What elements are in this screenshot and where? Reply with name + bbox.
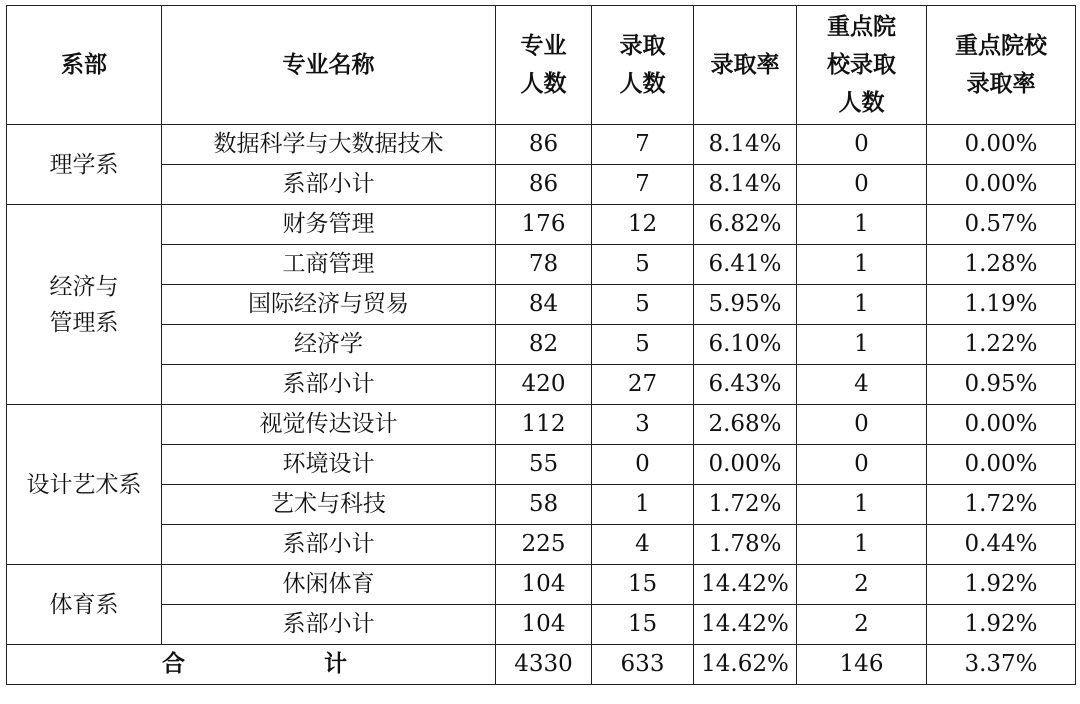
table-row — [7, 445, 1076, 485]
cell-count: 104 — [496, 565, 592, 605]
cell-key-rate: 0.00% — [927, 445, 1076, 485]
cell-key-rate: 1.72% — [927, 485, 1076, 525]
total-label — [7, 651, 495, 679]
dept-name-cell — [7, 125, 162, 205]
cell-rate: 6.43% — [694, 365, 797, 405]
cell-key-rate: 1.92% — [927, 565, 1076, 605]
cell-count: 86 — [496, 165, 592, 205]
cell-key-admitted: 1 — [797, 205, 927, 245]
table-row — [7, 365, 1076, 405]
header-key-rate-line: 录取率 — [966, 71, 1036, 97]
cell-major: 休闲体育 — [162, 565, 496, 605]
header-major: 专业名称 — [162, 6, 496, 125]
cell-count: 55 — [496, 445, 592, 485]
cell-count: 112 — [496, 405, 592, 445]
cell-rate: 6.82% — [694, 205, 797, 245]
header-dept: 系部 — [7, 6, 162, 125]
dept-name-cell — [7, 205, 162, 405]
cell-rate: 14.42% — [694, 605, 797, 645]
cell-major: 工商管理 — [162, 245, 496, 285]
total-key-rate: 3.37% — [927, 645, 1076, 685]
cell-key-rate: 0.95% — [927, 365, 1076, 405]
cell-rate: 0.00% — [694, 445, 797, 485]
cell-admitted: 15 — [592, 565, 694, 605]
admission-table-container — [6, 5, 1076, 685]
table-row — [7, 245, 1076, 285]
table-row — [7, 485, 1076, 525]
header-key-admitted-line: 人数 — [838, 90, 885, 116]
cell-admitted: 5 — [592, 325, 694, 365]
cell-key-admitted: 0 — [797, 405, 927, 445]
header-admitted-line: 录取 — [619, 33, 666, 59]
cell-count: 104 — [496, 605, 592, 645]
header-rate: 录取率 — [694, 6, 797, 125]
dept-name-line: 体育系 — [49, 591, 119, 618]
header-row — [7, 6, 1076, 125]
cell-admitted: 12 — [592, 205, 694, 245]
cell-rate: 2.68% — [694, 405, 797, 445]
cell-major: 国际经济与贸易 — [162, 285, 496, 325]
cell-admitted: 15 — [592, 605, 694, 645]
cell-major: 系部小计 — [162, 525, 496, 565]
cell-rate: 1.72% — [694, 485, 797, 525]
cell-major: 经济学 — [162, 325, 496, 365]
cell-major: 数据科学与大数据技术 — [162, 125, 496, 165]
cell-rate: 6.41% — [694, 245, 797, 285]
cell-count: 420 — [496, 365, 592, 405]
total-key-admitted: 146 — [797, 645, 927, 685]
cell-key-rate: 1.28% — [927, 245, 1076, 285]
dept-name-line: 设计艺术系 — [26, 471, 142, 498]
cell-rate: 1.78% — [694, 525, 797, 565]
cell-rate: 5.95% — [694, 285, 797, 325]
total-label-cell — [7, 645, 496, 685]
cell-admitted: 27 — [592, 365, 694, 405]
cell-rate: 14.42% — [694, 565, 797, 605]
cell-count: 225 — [496, 525, 592, 565]
cell-major: 艺术与科技 — [162, 485, 496, 525]
dept-name-line: 管理系 — [49, 309, 119, 336]
cell-major: 系部小计 — [162, 365, 496, 405]
admission-table — [6, 5, 1076, 685]
table-row — [7, 125, 1076, 165]
header-count — [496, 6, 592, 125]
cell-admitted: 5 — [592, 245, 694, 285]
cell-key-admitted: 1 — [797, 285, 927, 325]
cell-key-rate: 0.00% — [927, 405, 1076, 445]
total-row — [7, 645, 1076, 685]
cell-admitted: 0 — [592, 445, 694, 485]
cell-rate: 8.14% — [694, 125, 797, 165]
total-label-char: 计 — [324, 650, 347, 677]
header-admitted — [592, 6, 694, 125]
cell-admitted: 7 — [592, 125, 694, 165]
header-key-admitted-line: 校录取 — [827, 52, 896, 78]
cell-key-admitted: 0 — [797, 125, 927, 165]
table-row — [7, 325, 1076, 365]
table-row — [7, 205, 1076, 245]
cell-count: 78 — [496, 245, 592, 285]
cell-admitted: 5 — [592, 285, 694, 325]
cell-rate: 6.10% — [694, 325, 797, 365]
table-row — [7, 605, 1076, 645]
header-count-line: 人数 — [520, 71, 567, 97]
cell-key-rate: 1.92% — [927, 605, 1076, 645]
cell-key-admitted: 0 — [797, 165, 927, 205]
cell-key-rate: 0.00% — [927, 165, 1076, 205]
cell-rate: 8.14% — [694, 165, 797, 205]
table-row — [7, 405, 1076, 445]
table-row — [7, 565, 1076, 605]
cell-key-admitted: 0 — [797, 445, 927, 485]
header-key-admitted-line: 重点院 — [827, 14, 896, 40]
cell-admitted: 3 — [592, 405, 694, 445]
cell-key-admitted: 4 — [797, 365, 927, 405]
cell-key-admitted: 1 — [797, 485, 927, 525]
dept-name-line: 理学系 — [49, 151, 119, 178]
cell-admitted: 4 — [592, 525, 694, 565]
cell-key-rate: 0.44% — [927, 525, 1076, 565]
cell-key-admitted: 1 — [797, 245, 927, 285]
header-key-rate-line: 重点院校 — [955, 33, 1047, 59]
cell-count: 84 — [496, 285, 592, 325]
cell-count: 82 — [496, 325, 592, 365]
cell-major: 视觉传达设计 — [162, 405, 496, 445]
dept-name-line: 经济与 — [49, 273, 119, 300]
cell-key-rate: 0.00% — [927, 125, 1076, 165]
cell-count: 86 — [496, 125, 592, 165]
dept-name-cell — [7, 405, 162, 565]
dept-name-cell — [7, 565, 162, 645]
cell-key-admitted: 1 — [797, 525, 927, 565]
cell-admitted: 7 — [592, 165, 694, 205]
table-row — [7, 285, 1076, 325]
cell-major: 系部小计 — [162, 605, 496, 645]
header-key-admitted — [797, 6, 927, 125]
cell-key-admitted: 2 — [797, 605, 927, 645]
total-rate: 14.62% — [694, 645, 797, 685]
cell-count: 176 — [496, 205, 592, 245]
header-count-line: 专业 — [520, 33, 567, 59]
cell-admitted: 1 — [592, 485, 694, 525]
cell-count: 58 — [496, 485, 592, 525]
cell-major: 系部小计 — [162, 165, 496, 205]
cell-major: 环境设计 — [162, 445, 496, 485]
cell-key-rate: 1.22% — [927, 325, 1076, 365]
header-admitted-line: 人数 — [619, 71, 666, 97]
cell-key-admitted: 1 — [797, 325, 927, 365]
total-admitted: 633 — [592, 645, 694, 685]
total-label-char: 合 — [162, 650, 185, 677]
header-key-rate — [927, 6, 1076, 125]
cell-key-rate: 1.19% — [927, 285, 1076, 325]
cell-major: 财务管理 — [162, 205, 496, 245]
cell-key-admitted: 2 — [797, 565, 927, 605]
table-row — [7, 525, 1076, 565]
cell-key-rate: 0.57% — [927, 205, 1076, 245]
total-count: 4330 — [496, 645, 592, 685]
table-row — [7, 165, 1076, 205]
table-body — [7, 125, 1076, 685]
